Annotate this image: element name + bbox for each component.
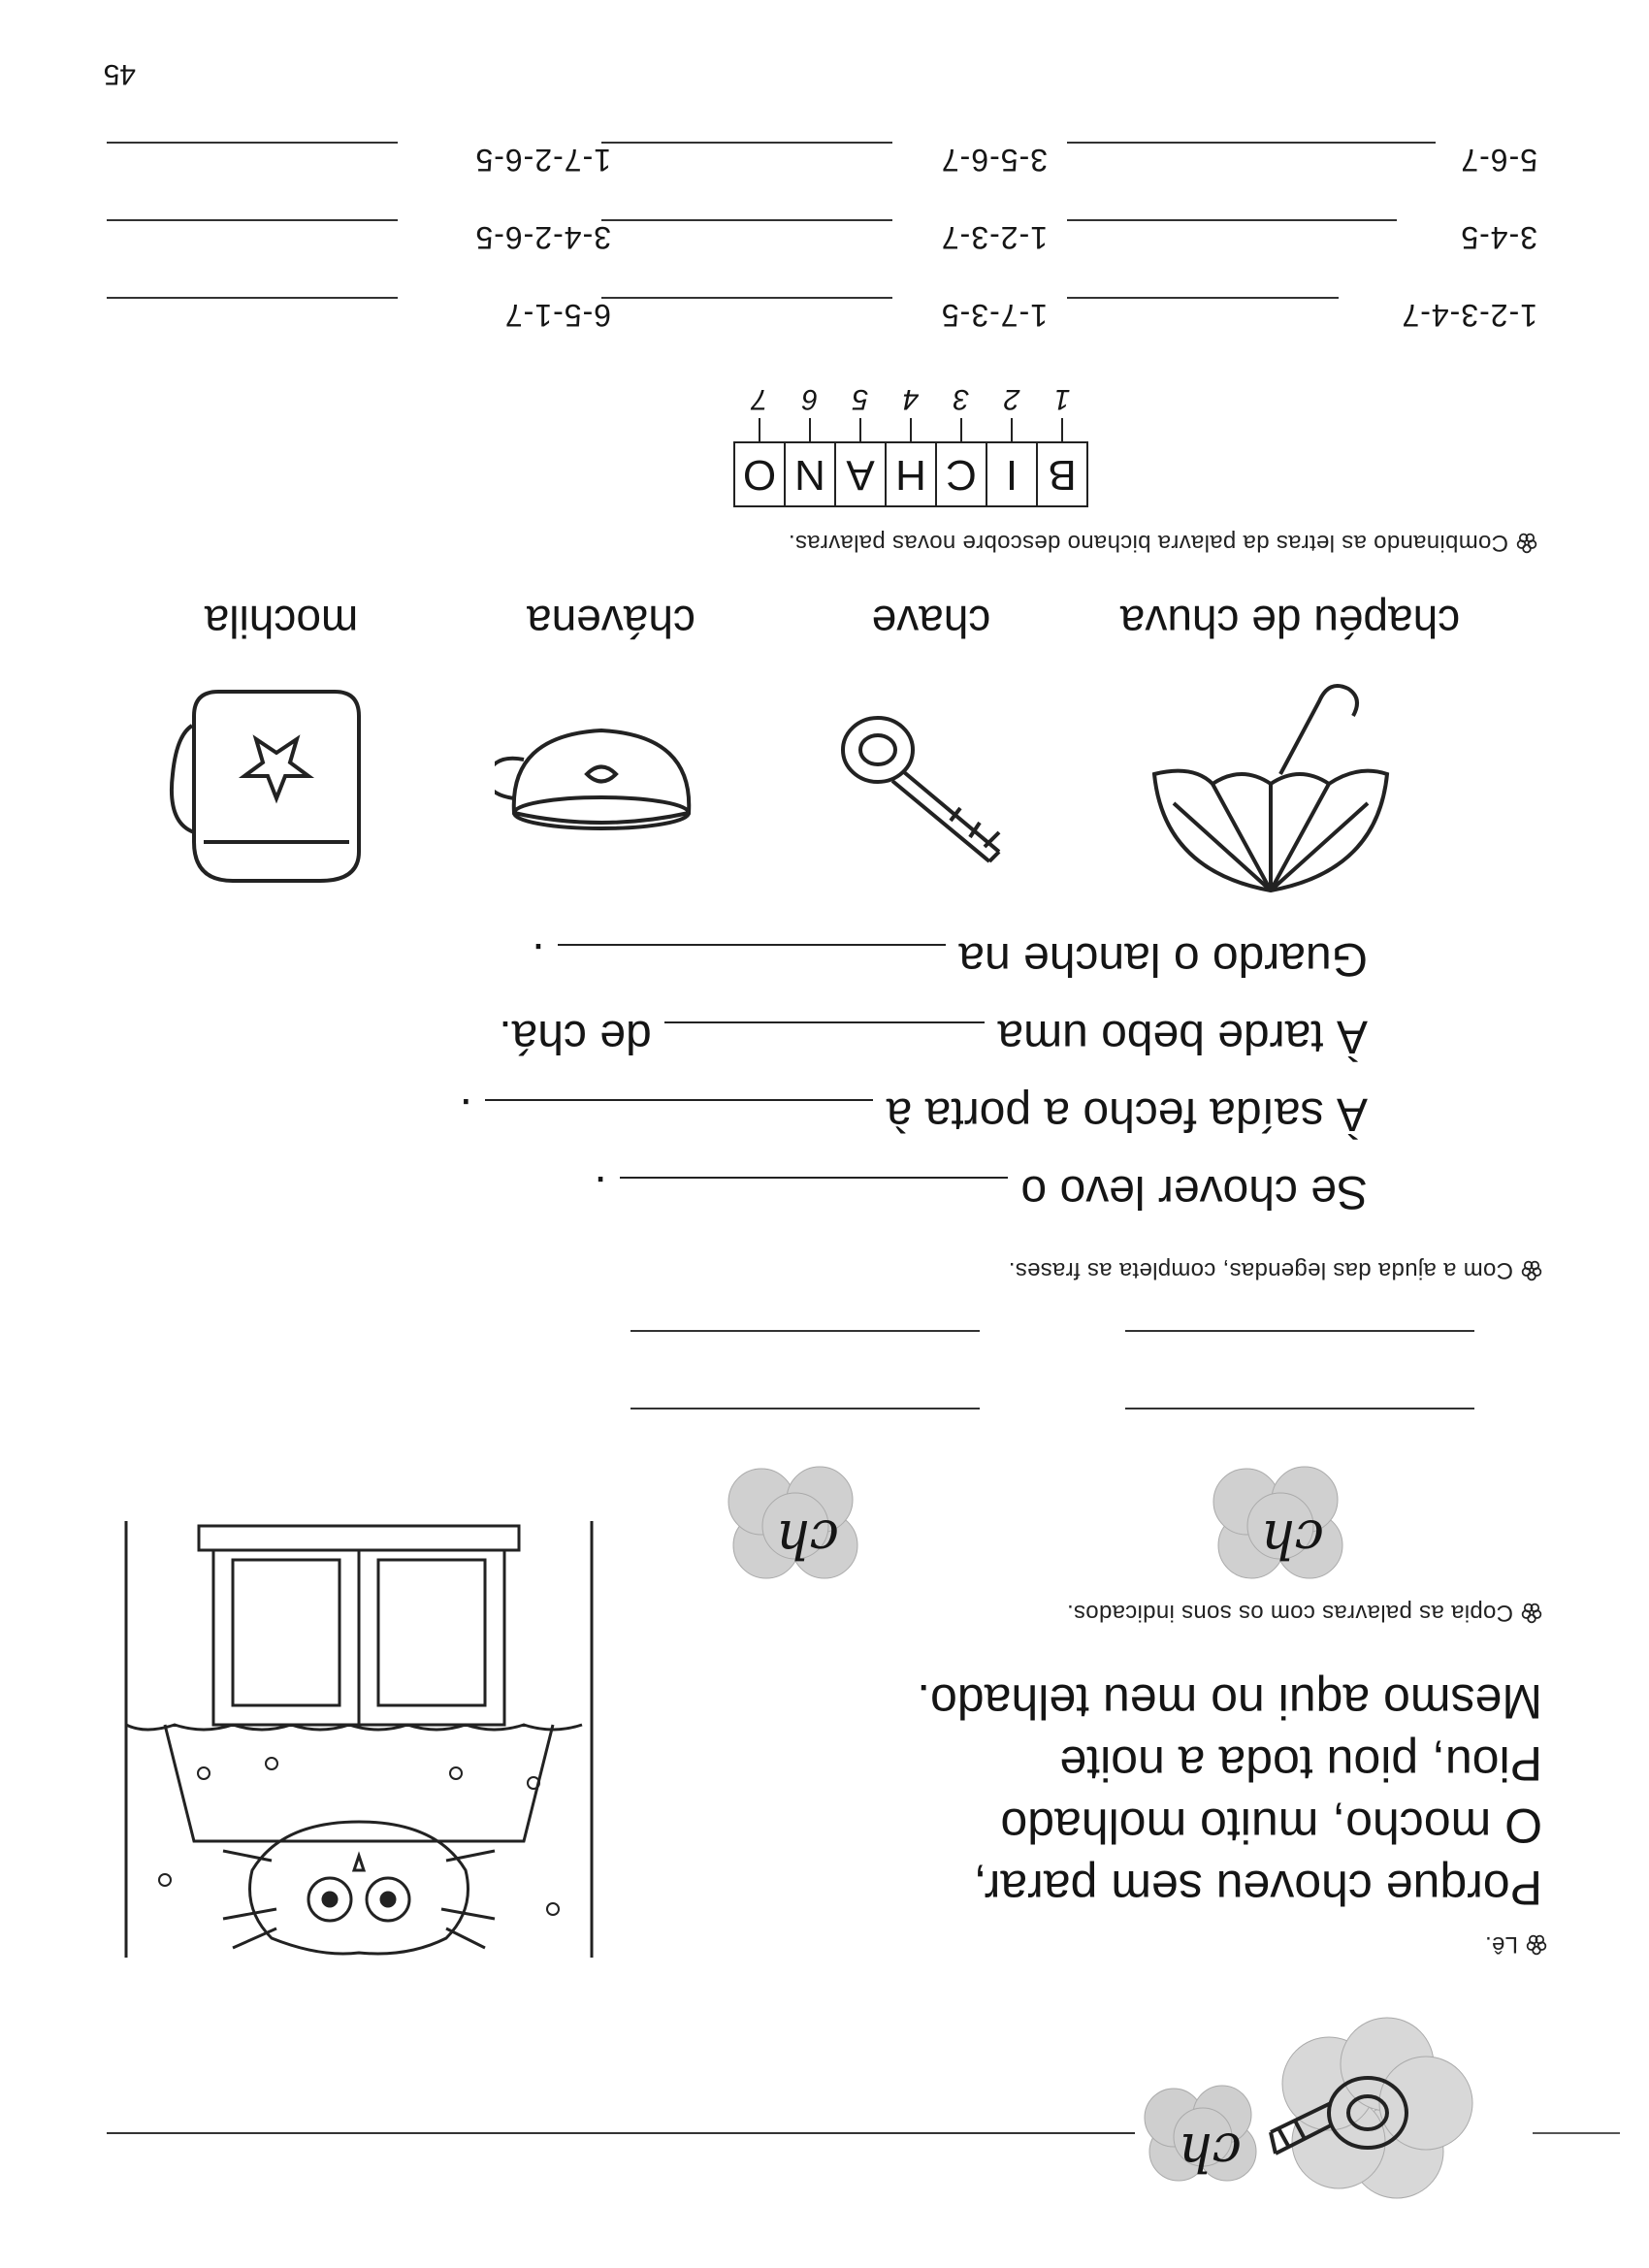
copy-answer-line[interactable] <box>630 1330 980 1332</box>
poem-line: Piou, piou toda a noite <box>1059 1736 1542 1791</box>
answer-blank[interactable] <box>620 1177 1008 1179</box>
caption-teacup: chávena <box>527 597 695 647</box>
letter-cell: N <box>784 443 834 505</box>
answer-blank[interactable] <box>664 1021 985 1023</box>
combo-code: 3-5-6-7 <box>940 143 1048 178</box>
combo-code: 1-7-3-5 <box>940 298 1048 333</box>
sentence-text: Guardo o lanche na <box>958 933 1368 985</box>
answer-blank[interactable] <box>558 944 946 946</box>
copy-sound-label: ch <box>775 1508 839 1570</box>
letter-number: 5 <box>852 383 869 415</box>
combo-answer-line[interactable] <box>1067 142 1436 144</box>
combo-code: 1-7-2-6-5 <box>474 143 611 178</box>
poem-line: O mocho, muito molhado <box>1000 1798 1542 1853</box>
backpack-icon <box>165 677 398 900</box>
sentence-text: À saída fecho a porta à <box>886 1088 1368 1140</box>
flower-bullet-icon <box>1521 1260 1542 1281</box>
combo-answer-line[interactable] <box>1067 219 1397 221</box>
combo-code: 6-5-1-7 <box>503 298 611 333</box>
combo-code: 1-2-3-4-7 <box>1401 298 1537 333</box>
sentence-text: À tarde bebo uma <box>997 1011 1368 1062</box>
sentence-row <box>594 1162 1368 1220</box>
combo-code: 3-4-5 <box>1460 220 1537 255</box>
letter-number: 4 <box>902 383 920 415</box>
key-icon <box>834 706 1028 881</box>
copy-answer-line[interactable] <box>1125 1408 1474 1409</box>
letter-number: 1 <box>1053 383 1071 415</box>
letter-number: 3 <box>953 383 970 415</box>
copy-sound-label: ch <box>1260 1508 1324 1570</box>
complete-instruction <box>1009 1256 1542 1283</box>
letter-number: 7 <box>751 383 768 415</box>
flower-bullet-icon <box>1526 1934 1547 1956</box>
letter-cell: B <box>1036 443 1086 505</box>
caption-umbrella: chapéu de chuva <box>1119 597 1461 647</box>
flower-bullet-icon <box>1521 1603 1542 1624</box>
sentence-row <box>532 929 1368 988</box>
bichano-letter-boxes <box>733 441 1088 507</box>
sentence-row <box>499 1007 1368 1065</box>
combo-answer-line[interactable] <box>107 142 398 144</box>
poem-line: Porque choveu sem parar, <box>973 1861 1542 1915</box>
letter-number: 6 <box>801 383 819 415</box>
caption-backpack: mochila <box>204 597 359 647</box>
letter-cell: C <box>935 443 986 505</box>
letter-cell: H <box>885 443 935 505</box>
read-instruction-text: Lê. <box>1484 1931 1518 1958</box>
combo-answer-line[interactable] <box>601 219 892 221</box>
sentence-end: . <box>532 933 545 985</box>
combo-answer-line[interactable] <box>107 219 398 221</box>
combo-answer-line[interactable] <box>601 297 892 299</box>
letter-number-ticks <box>733 412 1086 441</box>
complete-instruction-text: Com a ajuda das legendas, completa as frases. <box>1008 1257 1513 1283</box>
flower-bullet-icon <box>1516 533 1537 554</box>
poem <box>917 1670 1542 1919</box>
combo-answer-line[interactable] <box>107 297 398 299</box>
poem-line: Mesmo aqui no meu telhado. <box>917 1674 1542 1729</box>
umbrella-icon <box>1135 667 1406 910</box>
owl-window-illustration <box>107 1521 611 1967</box>
answer-blank[interactable] <box>485 1099 873 1101</box>
combo-answer-line[interactable] <box>1067 297 1339 299</box>
sentence-end: de chá. <box>499 1011 652 1062</box>
letter-cell: I <box>986 443 1036 505</box>
combine-instruction <box>789 529 1537 556</box>
copy-instruction-row <box>1067 1599 1542 1626</box>
copy-answer-line[interactable] <box>1125 1330 1474 1332</box>
sentence-end: . <box>459 1088 472 1140</box>
ch-badge-label: ch <box>1178 2122 1242 2183</box>
read-instruction <box>1485 1930 1547 1958</box>
sentence-end: . <box>594 1166 607 1217</box>
copy-answer-line[interactable] <box>630 1408 980 1409</box>
letter-cell: A <box>834 443 885 505</box>
copy-instruction-text: Copia as palavras com os sons indicados. <box>1066 1600 1513 1626</box>
teacup-icon <box>495 716 708 852</box>
combo-code: 5-6-7 <box>1460 143 1537 178</box>
sentence-text: Se chover levo o <box>1020 1166 1368 1217</box>
combo-code: 1-2-3-7 <box>940 220 1048 255</box>
letter-cell: O <box>742 451 777 499</box>
page-number: 45 <box>103 58 136 90</box>
combo-answer-line[interactable] <box>601 142 892 144</box>
caption-key: chave <box>871 597 991 647</box>
combo-code: 3-4-2-6-5 <box>474 220 611 255</box>
letter-number: 2 <box>1003 383 1020 415</box>
combine-instruction-text: Combinando as letras da palavra bichano descobre novas palavras. <box>788 530 1508 556</box>
sentence-row <box>460 1085 1368 1143</box>
